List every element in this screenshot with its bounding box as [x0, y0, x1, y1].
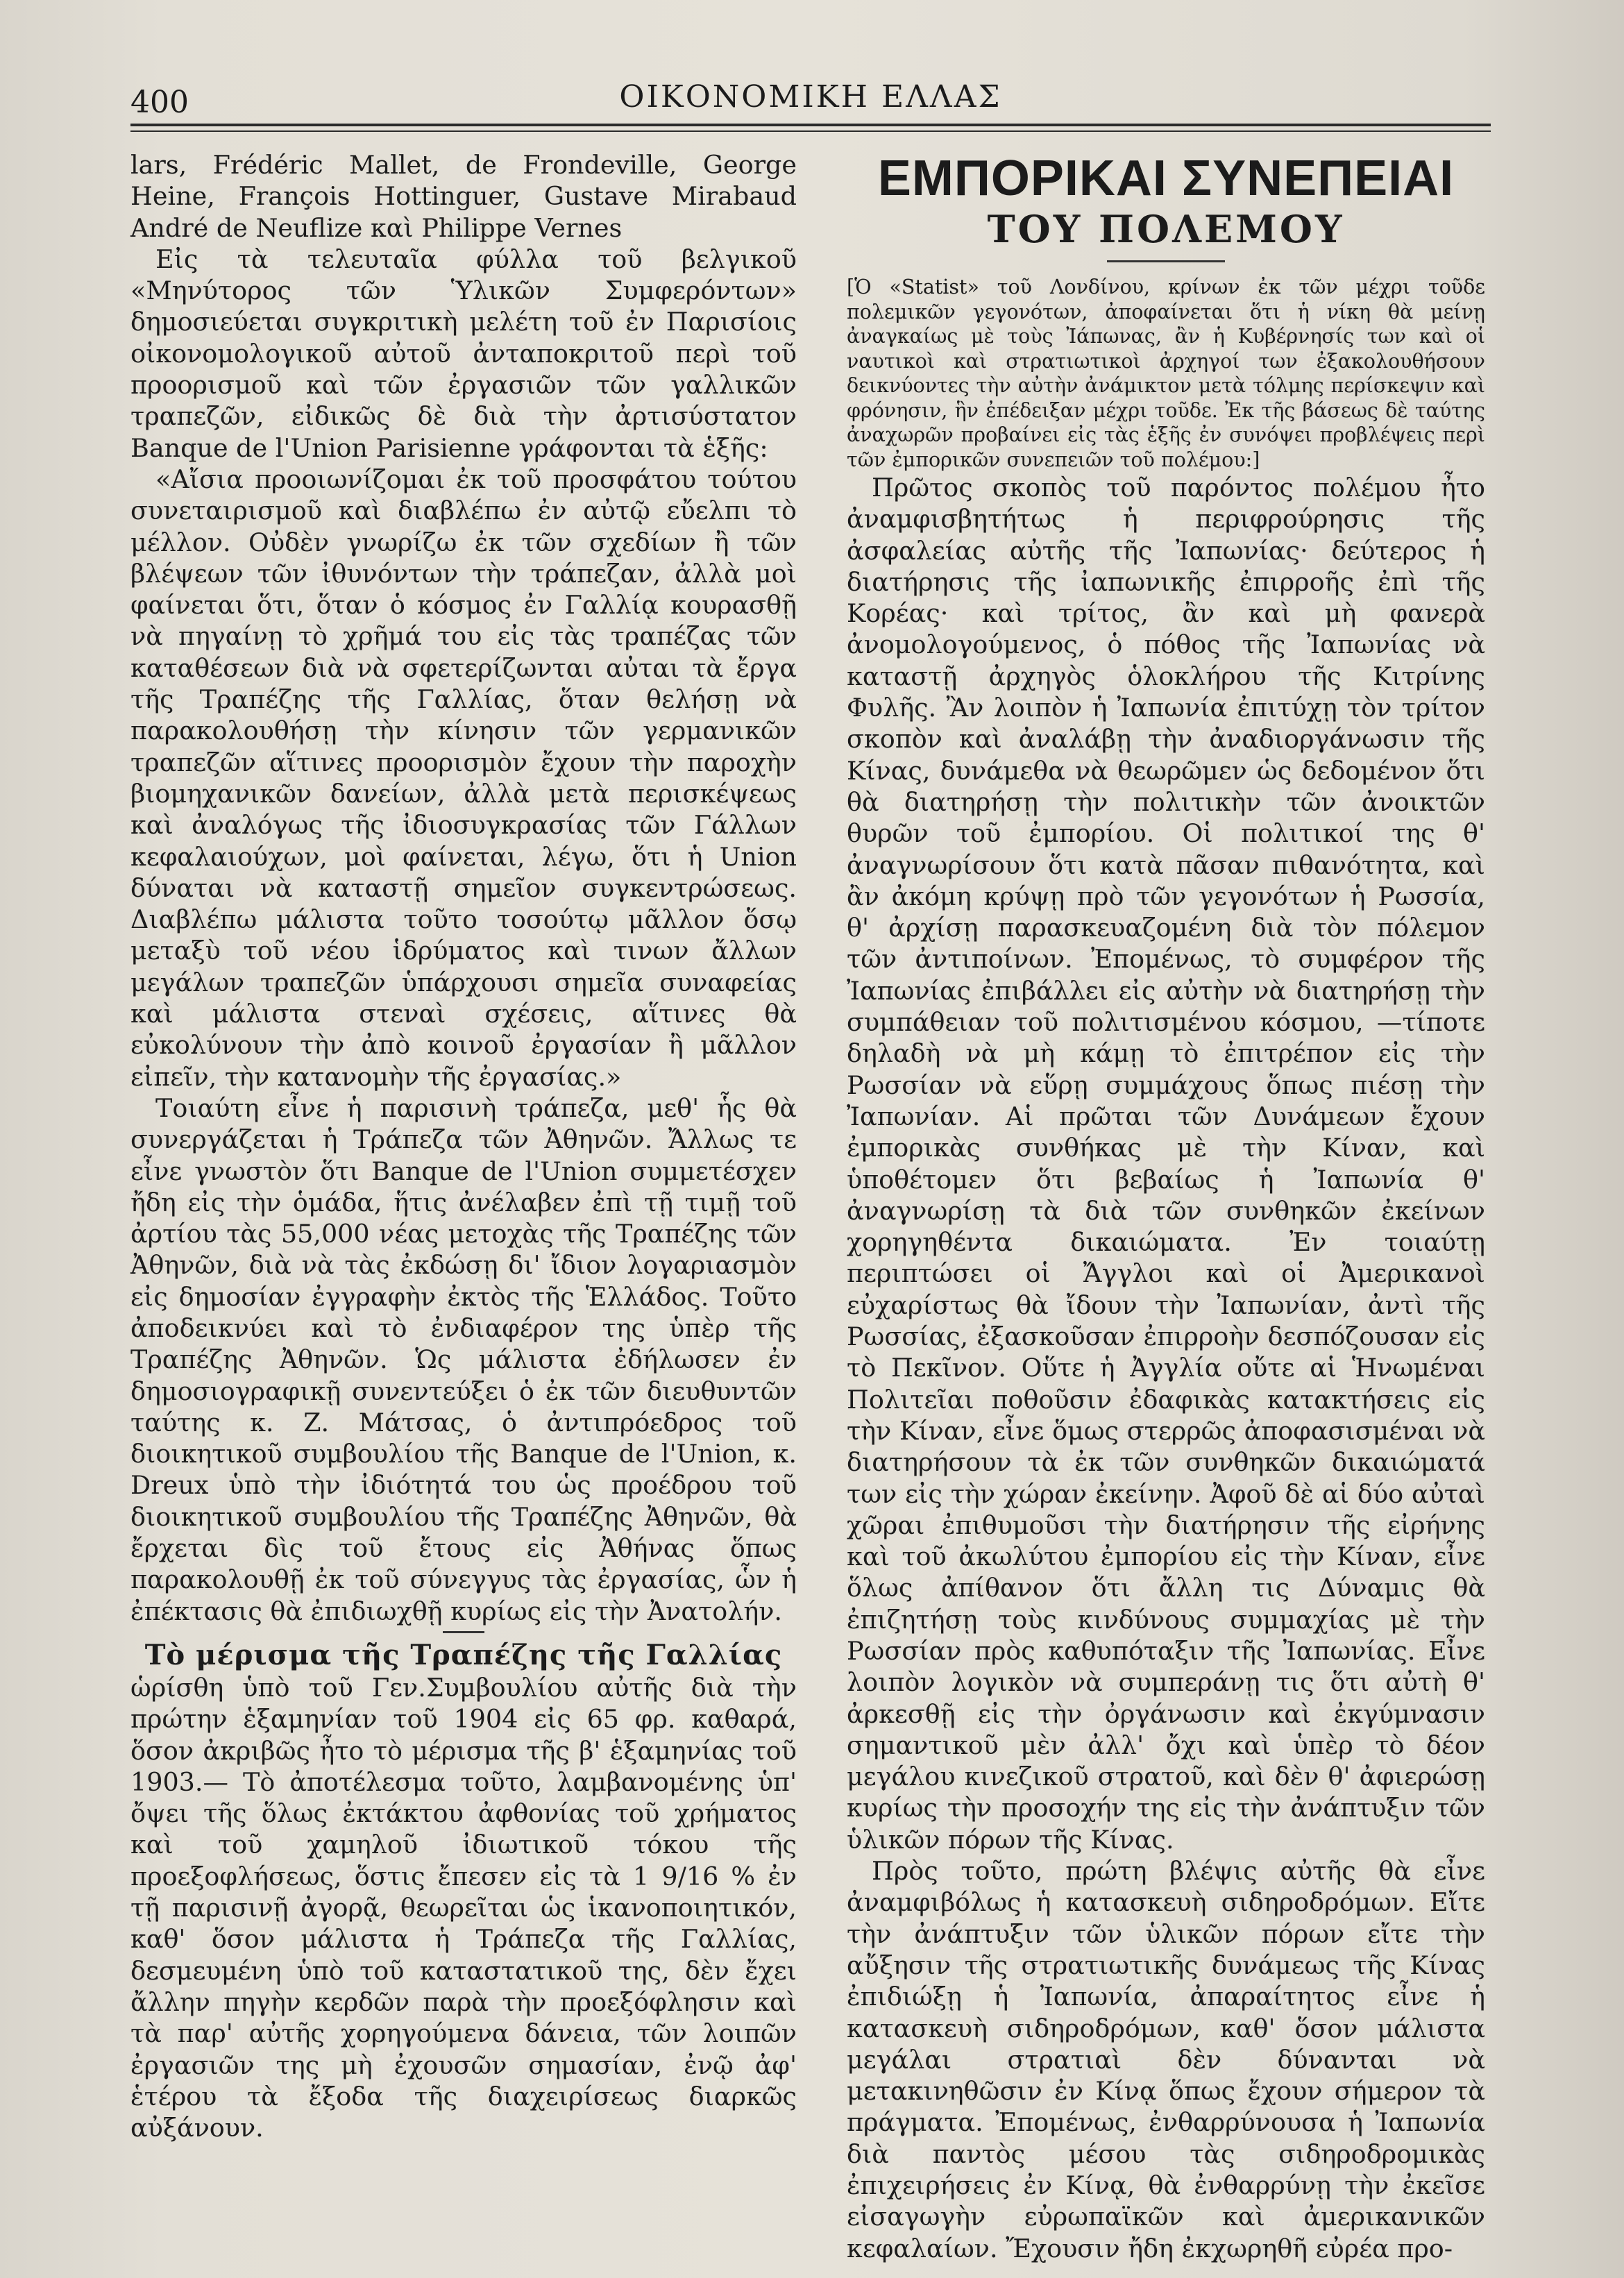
section-divider — [443, 1631, 484, 1633]
right-paragraph-2: Πρὸς τοῦτο, πρώτη βλέψις αὐτῆς θὰ εἶνε ἀναμφιβόλως ἡ κατασκευὴ σιδηροδρόμων. Εἴτε τὴν ἀνάπτυξιν τῶν ὑλικῶν πόρων εἴτε τὴν αὔξησιν τῆς στρατιωτικῆς δυνάμεως τῆς Κίνας ἐπιδιώξῃ ἡ Ἰαπωνία, ἀπαραίτητος εἶνε ἡ κατασκευὴ σιδηροδρόμων, καθ' ὅσον μάλιστα μεγάλαι στρατιαὶ δὲν δύνανται νὰ μετακινηθῶσιν ἐν Κίνᾳ ὅπως ἔχουν σήμερον τὰ πράγματα. Ἐπομένως, ἐνθαρρύνουσα ἡ Ἰαπωνία διὰ παντὸς μέσου τὰς σιδηροδρομικὰς ἐπιχειρήσεις ἐν Κίνᾳ, θὰ ἐνθαρρύνῃ τὴν ἐκεῖσε εἰσαγωγὴν εὐρωπαϊκῶν καὶ ἀμερικανικῶν κεφαλαίων. Ἔχουσιν ἤδη ἐκχωρηθῆ εὐρέα προ- — [847, 1856, 1485, 2263]
left-quote-paragraph: «Αἴσια προοιωνίζομαι ἐκ τοῦ προσφάτου τούτου συνεταιρισμοῦ καὶ διαβλέπω ἐν αὐτῷ εὔελπι τὸ μέλλον. Οὐδὲν γνωρίζω ἐκ τῶν σχεδίων ἢ τῶν βλέψεων τῶν ἰθυνόντων τὴν τράπεζαν, ἀλλὰ μοὶ φαίνεται ὅτι, ὅταν ὁ κόσμος ἐν Γαλλίᾳ κουρασθῇ νὰ πηγαίνῃ τὸ χρῆμά του εἰς τὰς τραπέζας τῶν καταθέσεων διὰ νὰ σφετερίζωνται αὐται τὰ ἔργα τῆς Τραπέζης τῆς Γαλλίας, ὅταν θελήσῃ νὰ παρακολουθήσῃ τὴν κίνησιν τῶν γερμανικῶν τραπεζῶν αἵτινες προορισμὸν ἔχουν τὴν παροχὴν βιομηχανικῶν δανείων, ἀλλὰ μετὰ περισκέψεως καὶ ἀναλόγως τῆς ἰδιοσυγκρασίας τῶν Γάλλων κεφαλαιούχων, μοὶ φαίνεται, λέγω, ὅτι ἡ Union δύναται νὰ καταστῇ σημεῖον συγκεντρώσεως. Διαβλέπω μάλιστα τοῦτο τοσούτῳ μᾶλλον ὅσῳ μεταξὺ τοῦ νέου ἱδρύματος καὶ τινων ἄλλων μεγάλων τραπεζῶν ὑπάρχουσι σημεῖα συναφείας καὶ μάλιστα στεναὶ σχέσεις, αἵτινες θὰ εὐκολύνουν τὴν ἀπὸ κοινοῦ ἐργασίαν ἢ μᾶλλον εἰπεῖν, τὴν κατανομὴν τῆς ἐργασίας.» — [130, 464, 797, 1092]
title-rule — [1107, 260, 1225, 262]
left-paragraph-5: ὡρίσθη ὑπὸ τοῦ Γεν.Συμβουλίου αὐτῆς διὰ τὴν πρώτην ἑξαμηνίαν τοῦ 1904 εἰς 65 φρ. καθαρά, ὅσον ἀκριβῶς ἦτο τὸ μέρισμα τῆς β' ἑξαμηνίας τοῦ 1903.— Τὸ ἀποτέλεσμα τοῦτο, λαμβανομένης ὑπ' ὄψει τῆς ὅλως ἐκτάκτου ἀφθονίας τοῦ χρήματος καὶ τοῦ χαμηλοῦ ἰδιωτικοῦ τόκου τῆς προεξοφλήσεως, ὅστις ἔπεσεν εἰς τὰ 1 9/16 % ἐν τῇ παρισινῇ ἀγορᾷ, θεωρεῖται ὡς ἱκανοποιητικόν, καθ' ὅσον μάλιστα ἡ Τράπεζα τῆς Γαλλίας, δεσμευμένη ὑπὸ τοῦ καταστατικοῦ της, δὲν ἔχει ἄλλην πηγὴν κερδῶν παρὰ τὴν προεξόφλησιν καὶ τὰ παρ' αὐτῆς χορηγούμενα δάνεια, τῶν λοιπῶν ἐργασιῶν της μὴ ἐχουσῶν σημασίαν, ἐνῷ ἀφ' ἑτέρου τὰ ἔξοδα τῆς διαχειρίσεως διαρκῶς αὐξάνουν. — [130, 1672, 797, 2143]
running-title: ΟΙΚΟΝΟΜΙΚΗ ΕΛΛΑΣ — [619, 79, 1002, 115]
left-paragraph-4: Τοιαύτη εἶνε ἡ παρισινὴ τράπεζα, μεθ' ἧς θὰ συνεργάζεται ἡ Τράπεζα τῶν Ἀθηνῶν. Ἄλλως τε εἶνε γνωστὸν ὅτι Banque de l'Union συμμετέσχεν ἤδη εἰς τὴν ὁμάδα, ἥτις ἀνέλαβεν ἐπὶ τῇ τιμῇ τοῦ ἀρτίου τὰς 55,000 νέας μετοχὰς τῆς Τραπέζης τῶν Ἀθηνῶν, διὰ νὰ τὰς ἐκδώσῃ δι' ἴδιον λογαριασμὸν εἰς δημοσίαν ἐγγραφὴν ἐκτὸς τῆς Ἑλλάδος. Τοῦτο ἀποδεικνύει καὶ τὸ ἐνδιαφέρον της ὑπὲρ τῆς Τραπέζης Ἀθηνῶν. Ὡς μάλιστα ἐδήλωσεν ἐν δημοσιογραφικῇ συνεντεύξει ὁ ἐκ τῶν διευθυντῶν ταύτης κ. Ζ. Μάτσας, ὁ ἀντιπρόεδρος τοῦ διοικητικοῦ συμβουλίου τῆς Banque de l'Union, κ. Dreux ὑπὸ τὴν ἰδιότητά του ὡς προέδρου τοῦ διοικητικοῦ συμβουλίου τῆς Τραπέζης Ἀθηνῶν, θὰ ἔρχεται δὶς τοῦ ἔτους εἰς Ἀθήνας ὅπως παρακολουθῇ ἐκ τοῦ σύνεγγυς τὰς ἐργασίας, ὧν ἡ ἐπέκτασις θὰ ἐπιδιωχθῇ κυρίως εἰς τὴν Ἀνατολήν. — [130, 1092, 797, 1626]
left-paragraph-2: Εἰς τὰ τελευταῖα φύλλα τοῦ βελγικοῦ «Μηνύτορος τῶν Ὑλικῶν Συμφερόντων» δημοσιεύεται συγκριτικὴ μελέτη τοῦ ἐν Παρισίοις οἰκονομολογικοῦ αὐτοῦ ἀνταποκριτοῦ περὶ τοῦ προορισμοῦ καὶ τῶν ἐργασιῶν τῶν γαλλικῶν τραπεζῶν, εἰδικῶς δὲ διὰ τὴν ἀρτισύστατον Banque de l'Union Parisienne γράφονται τὰ ἑξῆς: — [130, 244, 797, 463]
article-subtitle: ΤΟΥ ΠΟΛΕΜΟΥ — [987, 207, 1345, 251]
left-column — [130, 149, 797, 2143]
header-rule-thick — [130, 124, 1491, 126]
right-column — [847, 149, 1485, 2264]
page-number: 400 — [130, 85, 189, 120]
editorial-note: [Ὁ «Statist» τοῦ Λονδίνου, κρίνων ἐκ τῶν μέχρι τοῦδε πολεμικῶν γεγονότων, ἀποφαίνεται ὅτι ἡ νίκη θὰ μείνῃ ἀναγκαίως μὲ τοὺς Ἰάπωνας, ἂν ἡ Κυβέρνησίς των καὶ οἱ ναυτικοὶ καὶ στρατιωτικοὶ ἀρχηγοί των ἐξακολουθήσουν δεικνύοντες τὴν αὐτὴν ἀνάμικτον μετὰ τόλμης περίσκεψιν καὶ φρόνησιν, ἣν ἐπέδειξαν μέχρι τοῦδε. Ἐκ τῆς βάσεως δὲ ταύτης ἀναχωρῶν προβαίνει εἰς τὰς ἑξῆς ἐν συνόψει προβλέψεις περὶ τῶν ἐμπορικῶν συνεπειῶν τοῦ πολέμου:] — [847, 276, 1485, 471]
header-rule-thin — [130, 130, 1491, 132]
right-paragraph-1: Πρῶτος σκοπὸς τοῦ παρόντος πολέμου ἦτο ἀναμφισβητήτως ἡ περιφρούρησις τῆς ἀσφαλείας αὐτῆς τῆς Ἰαπωνίας· δεύτερος ἡ διατήρησις τῆς ἰαπωνικῆς ἐπιρροῆς ἐπὶ τῆς Κορέας· καὶ τρίτος, ἂν καὶ μὴ φανερὰ ἀνομολογούμενος, ὁ πόθος τῆς Ἰαπωνίας νὰ καταστῇ ἀρχηγὸς ὁλοκλήρου τῆς Κιτρίνης Φυλῆς. Ἂν λοιπὸν ἡ Ἰαπωνία ἐπιτύχῃ τὸν τρίτον σκοπὸν καὶ ἀναλάβῃ τὴν ἀναδιοργάνωσιν τῆς Κίνας, δυνάμεθα νὰ θεωρῶμεν ὡς δεδομένον ὅτι θὰ διατηρήσῃ τὴν πολιτικὴν τῶν ἀνοικτῶν θυρῶν τοῦ ἐμπορίου. Οἱ πολιτικοί της θ' ἀναγνωρίσουν ὅτι κατὰ πᾶσαν πιθανότητα, καὶ ἂν ἀκόμη κρύψῃ πρὸ τῶν γεγονότων ἡ Ρωσσία, θ' ἀρχίσῃ παρασκευαζομένη διὰ τὸν πόλεμον τῶν ἀντιποίνων. Ἐπομένως, τὸ συμφέρον τῆς Ἰαπωνίας ἐπιβάλλει εἰς αὐτὴν νὰ διατηρήσῃ τὴν συμπάθειαν τοῦ πολιτισμένου κόσμου, —τίποτε δηλαδὴ νὰ μὴ κάμῃ τὸ ἐπιτρέπον εἰς τὴν Ρωσσίαν νὰ εὕρῃ συμμάχους ὅπως πιέσῃ τὴν Ἰαπωνίαν. Αἱ πρῶται τῶν Δυνάμεων ἔχουν ἐμπορικὰς συνθήκας μὲ τὴν Κίναν, καὶ ὑποθέτομεν ὅτι βεβαίως ἡ Ἰαπωνία θ' ἀναγνωρίσῃ τὰ διὰ τῶν συνθηκῶν ἐκείνων χορηγηθέντα δικαιώματα. Ἐν τοιαύτῃ περιπτώσει οἱ Ἄγγλοι καὶ οἱ Ἀμερικανοὶ εὐχαρίστως θὰ ἴδουν τὴν Ἰαπωνίαν, ἀντὶ τῆς Ρωσσίας, ἐξασκοῦσαν ἐπιρροὴν δεσπόζουσαν εἰς τὸ Πεκῖνον. Οὕτε ἡ Ἀγγλία οὔτε αἱ Ἡνωμέναι Πολιτεῖαι ποθοῦσιν ἐδαφικὰς κατακτήσεις εἰς τὴν Κίναν, εἶνε ὅμως στερρῶς ἀποφασισμέναι νὰ διατηρήσουν τὰ ἐκ τῶν συνθηκῶν δικαιώματά των εἰς τὴν χώραν ἐκείνην. Ἀφοῦ δὲ αἱ δύο αὐταὶ χῶραι ἐπιθυμοῦσι τὴν διατήρησιν τῆς εἰρήνης καὶ τοῦ ἀκωλύτου ἐμπορίου εἰς τὴν Κίναν, εἶνε ὅλως ἀπίθανον ὅτι ἄλλη τις Δύναμις θὰ ἐπιζητήσῃ τοὺς κινδύνους συμμαχίας μὲ τὴν Ρωσσίαν πρὸς καθυπόταξιν τῆς Ἰαπωνίας. Εἶνε λοιπὸν λογικὸν νὰ συμπεράνῃ τις ὅτι αὐτὴ θ' ἀρκεσθῇ εἰς τὴν ὀργάνωσιν καὶ ἐκγύμνασιν σημαντικοῦ μὲν ἀλλ' ὄχι καὶ ὑπὲρ τὸ δέον μεγάλου κινεζικοῦ στρατοῦ, καὶ δὲν θ' ἀφιερώσῃ κυρίως τὴν προσοχήν της εἰς τὴν ἀνάπτυξιν τῶν ὑλικῶν πόρων τῆς Κίνας. — [847, 473, 1485, 1855]
left-paragraph-1: lars, Frédéric Mallet, de Frondeville, George Heine, François Hottinguer, Gustave Mirabaud André de Neuflize καὶ Philippe Vernes — [130, 150, 797, 243]
article-title: ΕΜΠΟΡΙΚΑΙ ΣΥΝΕΠΕΙΑΙ — [877, 151, 1455, 206]
section-heading: Τὸ μέρισμα τῆς Τραπέζης τῆς Γαλλίας — [144, 1638, 783, 1671]
